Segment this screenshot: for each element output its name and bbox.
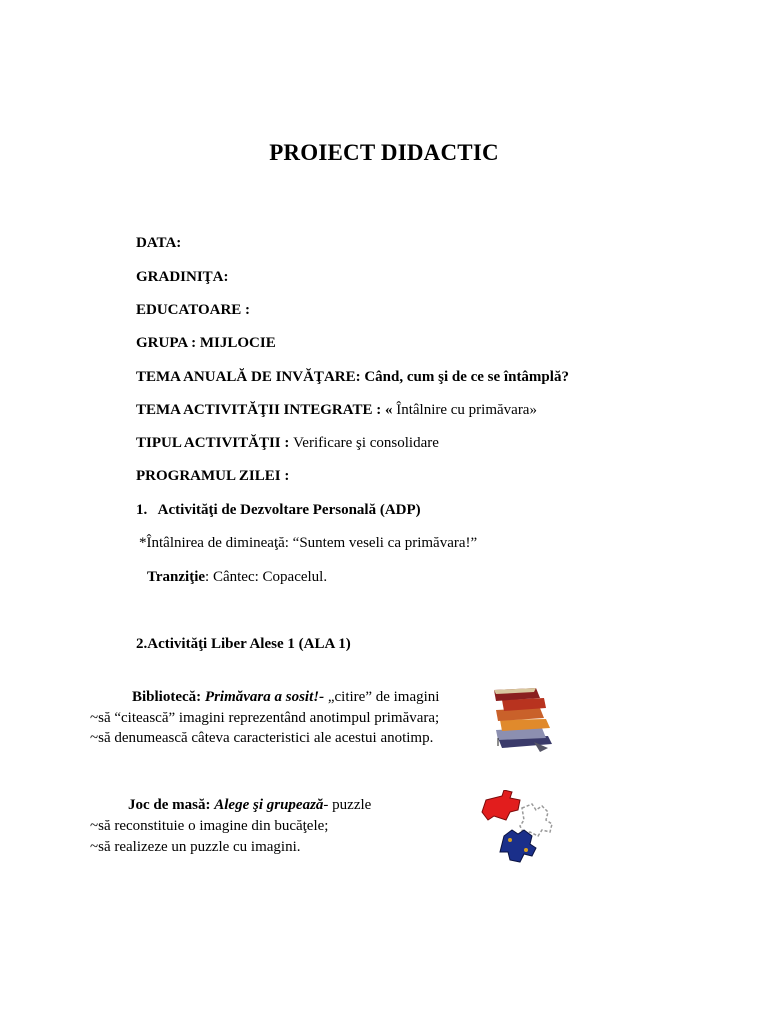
biblioteca-label: Bibliotecă: (132, 689, 205, 705)
puzzle-icon (480, 790, 556, 864)
tranzitie-label: Tranziţie (147, 569, 206, 585)
tema-activitatii-field (136, 402, 537, 419)
joc-item: ~să reconstituie o imagine din bucăţele; (90, 818, 329, 834)
educatoare-field: EDUCATOARE : (136, 302, 251, 318)
biblioteca-line (132, 689, 439, 706)
page-title: PROIECT DIDACTIC (269, 140, 499, 165)
biblioteca-rest: „citire” de imagini (324, 689, 440, 705)
tipul-activitatii-value: Verificare şi consolidare (293, 435, 439, 451)
section2-heading: 2.Activităţi Liber Alese 1 (ALA 1) (136, 636, 351, 652)
section1-heading: 1. Activităţi de Dezvoltare Personală (ADP) (136, 502, 421, 518)
joc-item: ~să realizeze un puzzle cu imagini. (90, 839, 301, 855)
tranzitie-value: : Cântec: Copacelul. (205, 569, 328, 585)
gradinita-field: GRADINIŢA: (136, 269, 229, 285)
programul-zilei-heading: PROGRAMUL ZILEI : (136, 468, 290, 484)
tipul-activitatii-label: TIPUL ACTIVITĂŢII : (136, 435, 294, 451)
intalnire-line: *Întâlnirea de dimineaţă: “Suntem veseli ca primăvara!” (139, 535, 478, 551)
biblioteca-item: ~să denumească câteva caracteristici ale acestui anotimp. (90, 730, 434, 746)
biblioteca-theme: Primăvara a sosit!- (204, 689, 325, 705)
joc-line (128, 797, 371, 814)
tema-activitatii-label: TEMA ACTIVITĂŢII INTEGRATE : « (136, 402, 397, 418)
biblioteca-item: ~să “citească” imagini reprezentând anotimpul primăvara; (90, 710, 440, 726)
books-icon (488, 686, 558, 754)
grupa-field: GRUPA : MIJLOCIE (136, 335, 276, 351)
data-field: DATA: (136, 235, 182, 251)
tema-anuala-field: TEMA ANUALĂ DE INVĂŢARE: Când, cum şi de ce se întâmplă? (136, 369, 569, 385)
joc-theme: Alege şi grupează (214, 797, 324, 813)
tema-activitatii-value: Întâlnire cu primăvara» (396, 402, 537, 418)
tranzitie-line (147, 569, 327, 586)
joc-label: Joc de masă: (128, 797, 215, 813)
tipul-activitatii-field (136, 435, 439, 452)
joc-rest: - puzzle (323, 797, 372, 813)
